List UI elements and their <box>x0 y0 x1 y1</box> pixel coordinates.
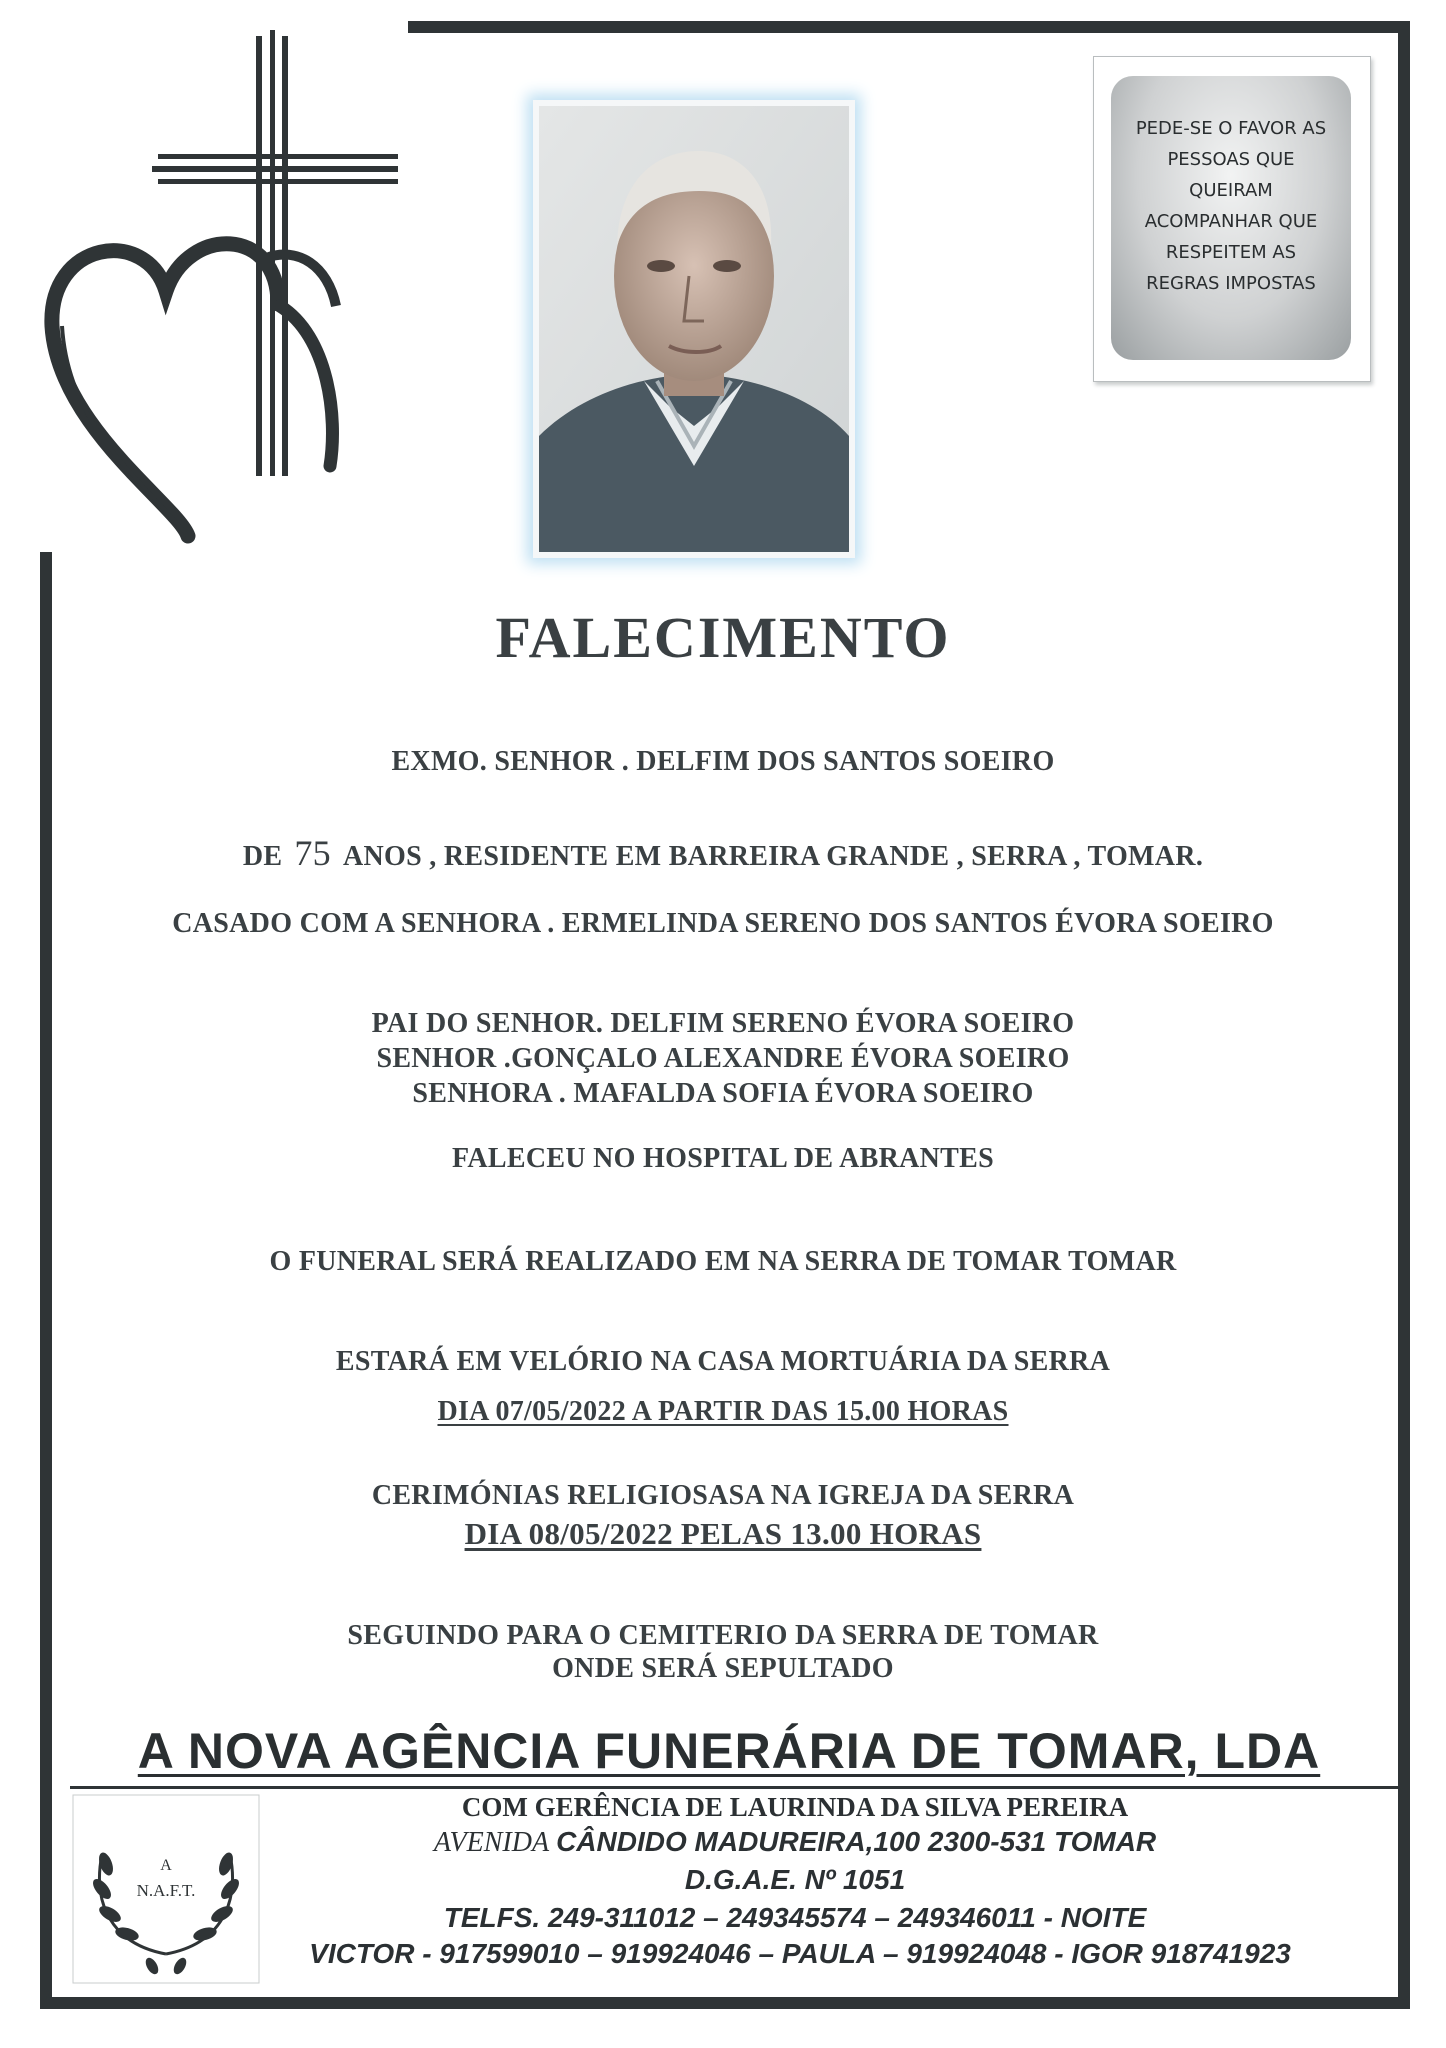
child-line-2: SENHOR .GONÇALO ALEXANDRE ÉVORA SOEIRO <box>376 1043 1070 1074</box>
agency-license: D.G.A.E. Nº 1051 <box>684 1864 906 1895</box>
agency-management: COM GERÊNCIA DE LAURINDA DA SILVA PEREIRA <box>461 1792 1129 1822</box>
cross-heart-icon <box>28 26 398 546</box>
ceremony-line: CERIMÓNIAS RELIGIOSASA NA IGREJA DA SERRA <box>371 1480 1075 1511</box>
logo-text: N.A.F.T. <box>136 1881 196 1900</box>
logo-letter: A <box>160 1857 172 1874</box>
notice-card <box>1093 56 1371 382</box>
agency-address <box>200 1826 1390 1859</box>
wake-line: ESTARÁ EM VELÓRIO NA CASA MORTUÁRIA DA SERRA <box>335 1346 1111 1377</box>
age-number: 75 <box>294 833 331 873</box>
spouse-line: CASADO COM A SENHORA . ERMELINDA SERENO DOS SANTOS ÉVORA SOEIRO <box>172 908 1274 939</box>
notice-text: PEDE-SE O FAVOR AS PESSOAS QUE QUEIRAM ACOMPANHAR QUE RESPEITEM AS REGRAS IMPOSTAS <box>1135 118 1327 294</box>
page-title: FALECIMENTO <box>495 605 951 670</box>
burial-line-1: SEGUINDO PARA O CEMITERIO DA SERRA DE TOMAR <box>347 1620 1099 1651</box>
address-prefix: AVENIDA <box>433 1827 550 1858</box>
burial-line-2: ONDE SERÁ SEPULTADO <box>552 1653 894 1684</box>
wake-date: DIA 07/05/2022 A PARTIR DAS 15.00 HORAS <box>437 1396 1009 1427</box>
ceremony-date: DIA 08/05/2022 PELAS 13.00 HORAS <box>464 1516 982 1551</box>
frame-bottom-border <box>40 1997 1410 2009</box>
footer-divider <box>70 1786 1400 1789</box>
notice-plaque <box>1111 76 1351 360</box>
age-residence-text: ANOS , RESIDENTE EM BARREIRA GRANDE , SERRA , TOMAR. <box>342 841 1204 872</box>
address-text: CÂNDIDO MADUREIRA,100 2300-531 TOMAR <box>556 1826 1157 1857</box>
frame-top-border <box>408 21 1410 33</box>
agency-phones: TELFS. 249-311012 – 249345574 – 249346011 - NOITE <box>443 1902 1147 1933</box>
agency-night-contacts: VICTOR - 917599010 – 919924046 – PAULA – 919924048 - IGOR 918741923 <box>309 1938 1291 1969</box>
age-prefix: DE <box>242 841 283 872</box>
deceased-name: EXMO. SENHOR . DELFIM DOS SANTOS SOEIRO <box>391 746 1055 777</box>
deceased-age-residence <box>0 832 1446 874</box>
child-line-3: SENHORA . MAFALDA SOFIA ÉVORA SOEIRO <box>412 1078 1034 1109</box>
death-place: FALECEU NO HOSPITAL DE ABRANTES <box>452 1143 994 1174</box>
child-line-1: PAI DO SENHOR. DELFIM SERENO ÉVORA SOEIRO <box>371 1008 1075 1039</box>
funeral-line: O FUNERAL SERÁ REALIZADO EM NA SERRA DE TOMAR TOMAR <box>269 1246 1177 1277</box>
agency-name: A NOVA AGÊNCIA FUNERÁRIA DE TOMAR, LDA <box>137 1723 1321 1779</box>
portrait-photo <box>533 100 855 558</box>
